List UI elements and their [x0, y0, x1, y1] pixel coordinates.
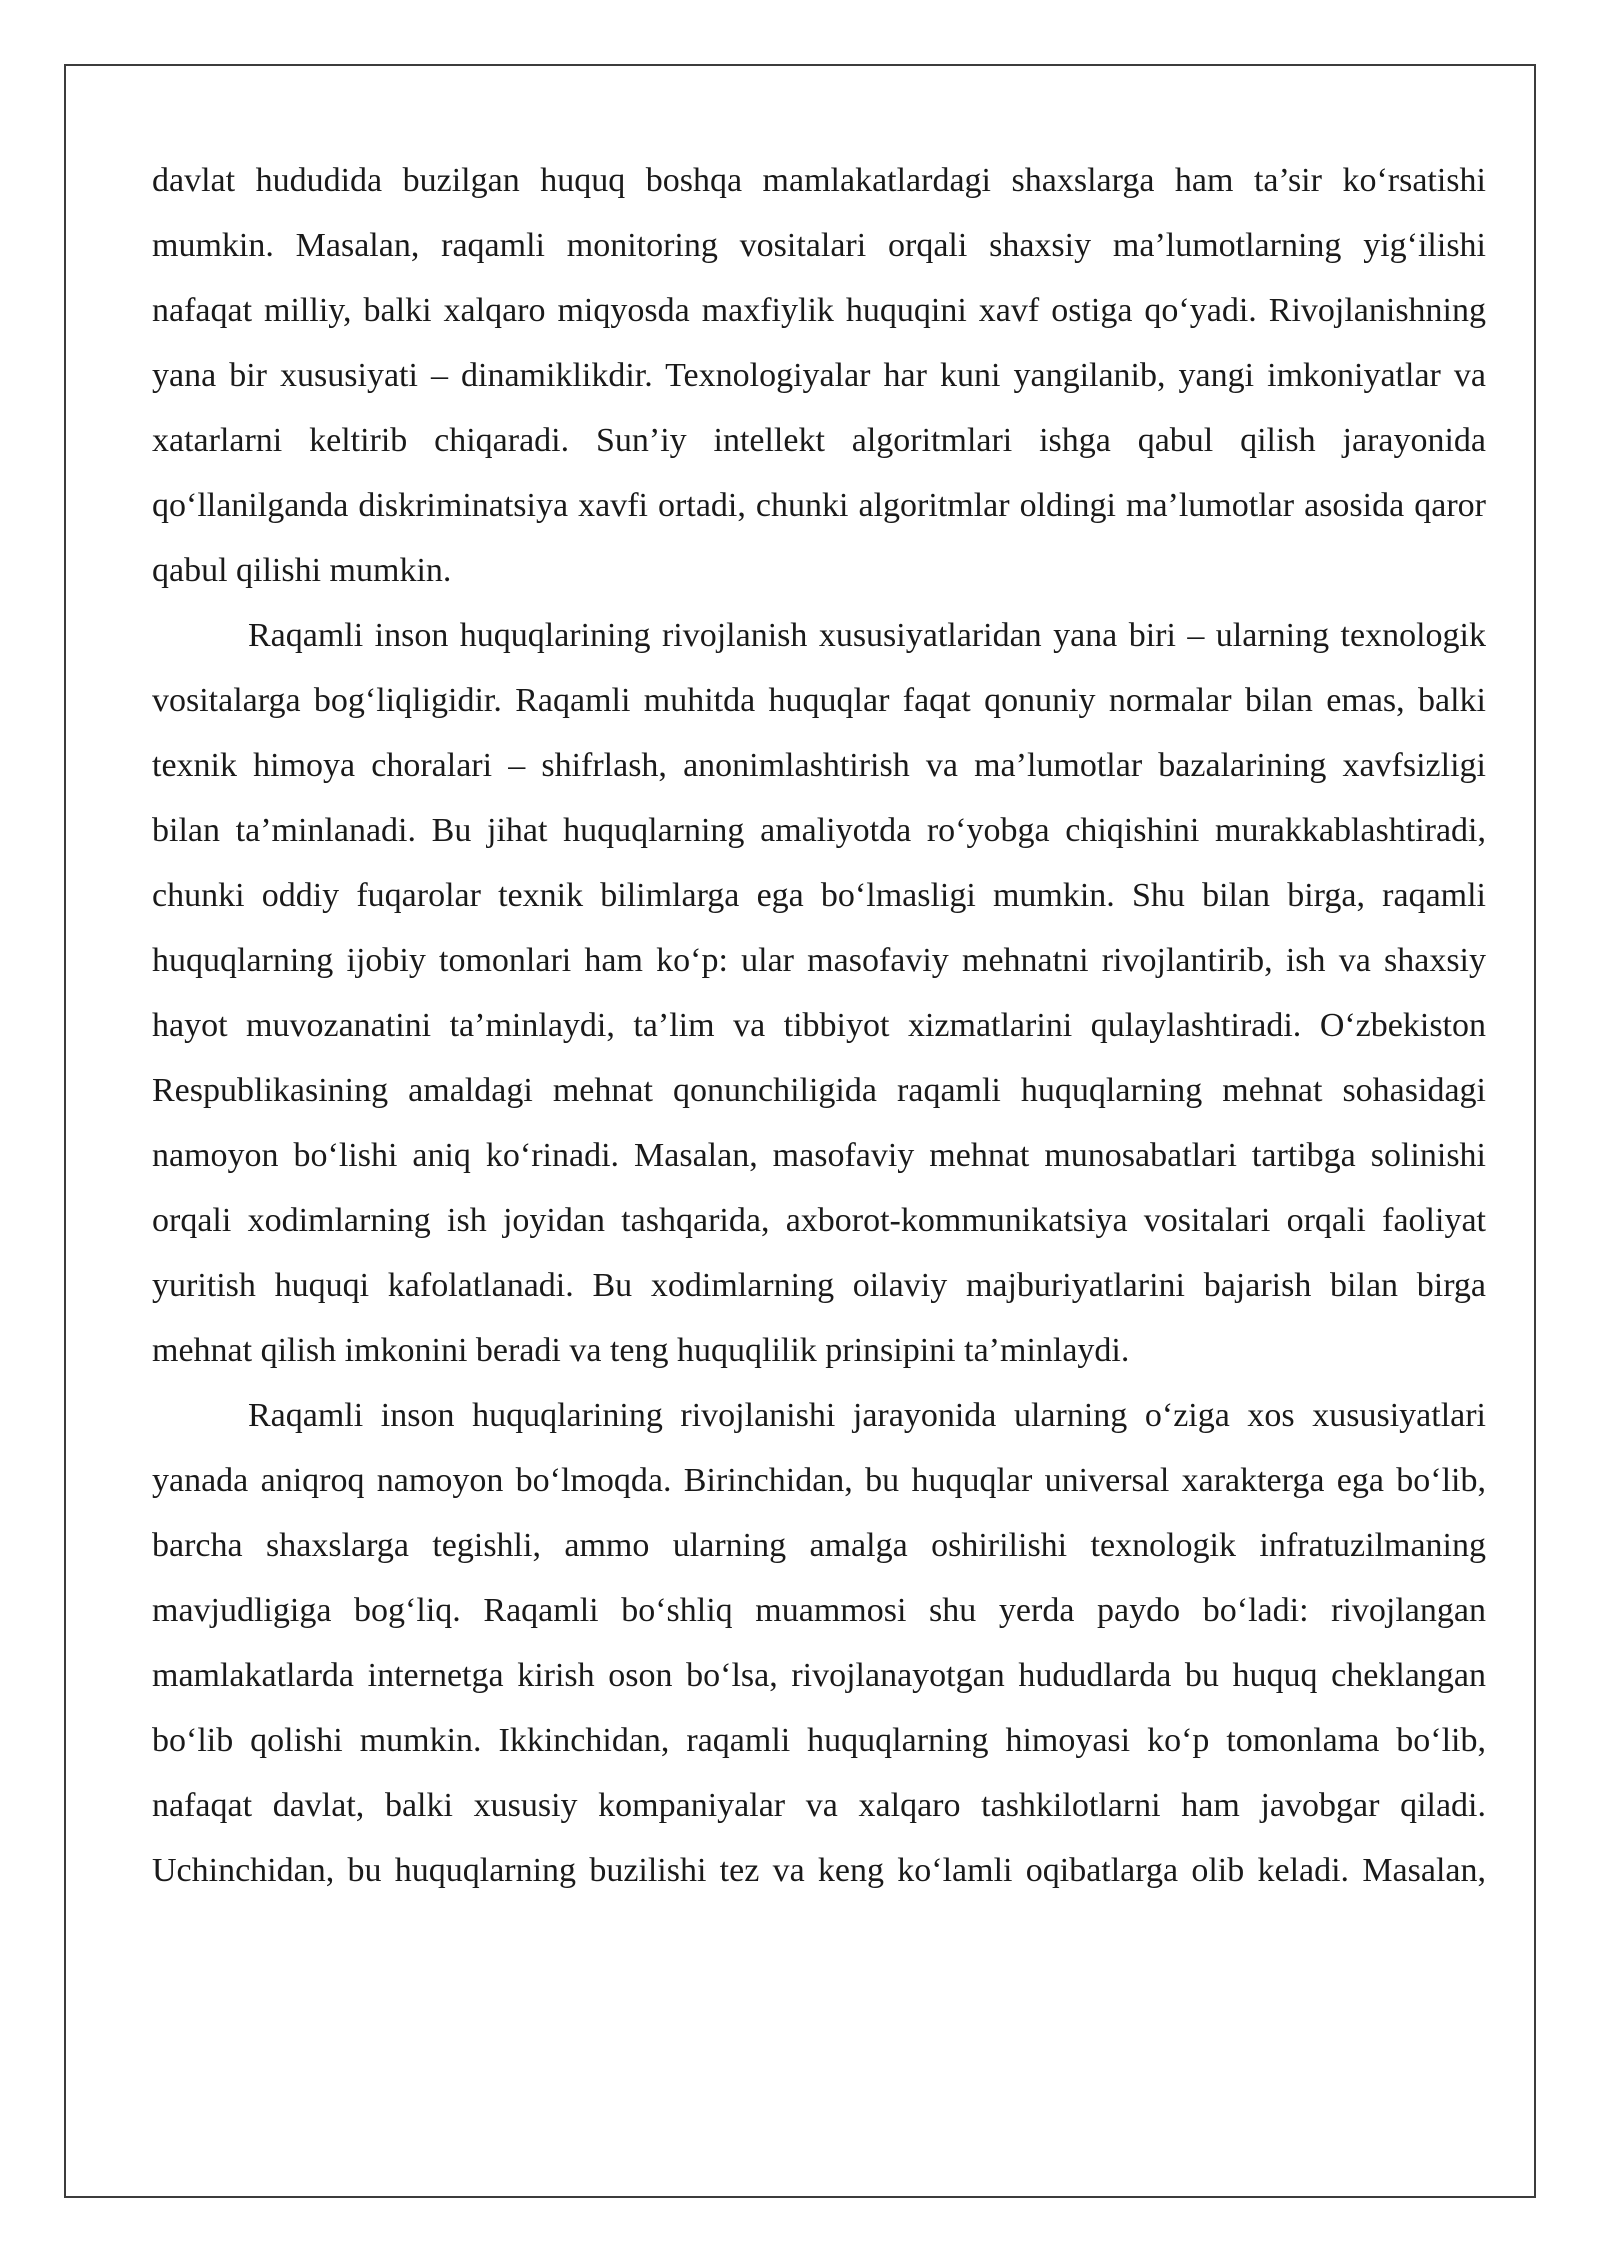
paragraph-1: davlat hududida buzilgan huquq boshqa mamlakatlardagi shaxslarga ham ta’sir ko‘rsatishi mumkin. Masalan, raqamli monitoring vositalari orqali shaxsiy ma’lumotlarning yig‘ilishi nafaqat milliy, balki xalqaro miqyosda maxfiylik huquqini xavf ostiga qo‘yadi. Rivojlanishning yana bir xususiyati – dinamiklikdir. Texnologiyalar har kuni yangilanib, yangi imkoniyatlar va xatarlarni keltirib chiqaradi. Sun’iy intellekt algoritmlari ishga qabul qilish jarayonida qo‘llanilganda diskriminatsiya xavfi ortadi, chunki algoritmlar oldingi ma’lumotlar asosida qaror qabul qilishi mumkin. [152, 162, 1486, 589]
paragraph-2: Raqamli inson huquqlarining rivojlanish xususiyatlaridan yana biri – ularning texnologik vositalarga bog‘liqligidir. Raqamli muhitda huquqlar faqat qonuniy normalar bilan emas, balki texnik himoya choralari – shifrlash, anonimlashtirish va ma’lumotlar bazalarining xavfsizligi bilan ta’minlanadi. Bu jihat huquqlarning amaliyotda ro‘yobga chiqishini murakkablashtiradi, chunki oddiy fuqarolar texnik bilimlarga ega bo‘lmasligi mumkin. Shu bilan birga, raqamli huquqlarning ijobiy tomonlari ham ko‘p: ular masofaviy mehnatni rivojlantirib, ish va shaxsiy hayot muvozanatini ta’minlaydi, ta’lim va tibbiyot xizmatlarini qulaylashtiradi. O‘zbekiston Respublikasining amaldagi mehnat qonunchiligida raqamli huquqlarning mehnat sohasidagi namoyon bo‘lishi aniq ko‘rinadi. Masalan, masofaviy mehnat munosabatlari tartibga solinishi orqali xodimlarning ish joyidan tashqarida, axborot-kommunikatsiya vositalari orqali faoliyat yuritish huquqi kafolatlanadi. Bu xodimlarning oilaviy majburiyatlarini bajarish bilan birga mehnat qilish imkonini beradi va teng huquqlilik prinsipini ta’minlaydi. [152, 617, 1486, 1369]
paragraph-3: Raqamli inson huquqlarining rivojlanishi jarayonida ularning o‘ziga xos xususiyatlari yanada aniqroq namoyon bo‘lmoqda. Birinchidan, bu huquqlar universal xarakterga ega bo‘lib, barcha shaxslarga tegishli, ammo ularning amalga oshirilishi texnologik infratuzilmaning mavjudligiga bog‘liq. Raqamli bo‘shliq muammosi shu yerda paydo bo‘ladi: rivojlangan mamlakatlarda internetga kirish oson bo‘lsa, rivojlanayotgan hududlarda bu huquq cheklangan bo‘lib qolishi mumkin. Ikkinchidan, raqamli huquqlarning himoyasi ko‘p tomonlama bo‘lib, nafaqat davlat, balki xususiy kompaniyalar va xalqaro tashkilotlarni ham javobgar qiladi. Uchinchidan, bu huquqlarning buzilishi tez va keng ko‘lamli oqibatlarga olib keladi. Masalan, [152, 1397, 1486, 1889]
document-body [152, 148, 1486, 1903]
